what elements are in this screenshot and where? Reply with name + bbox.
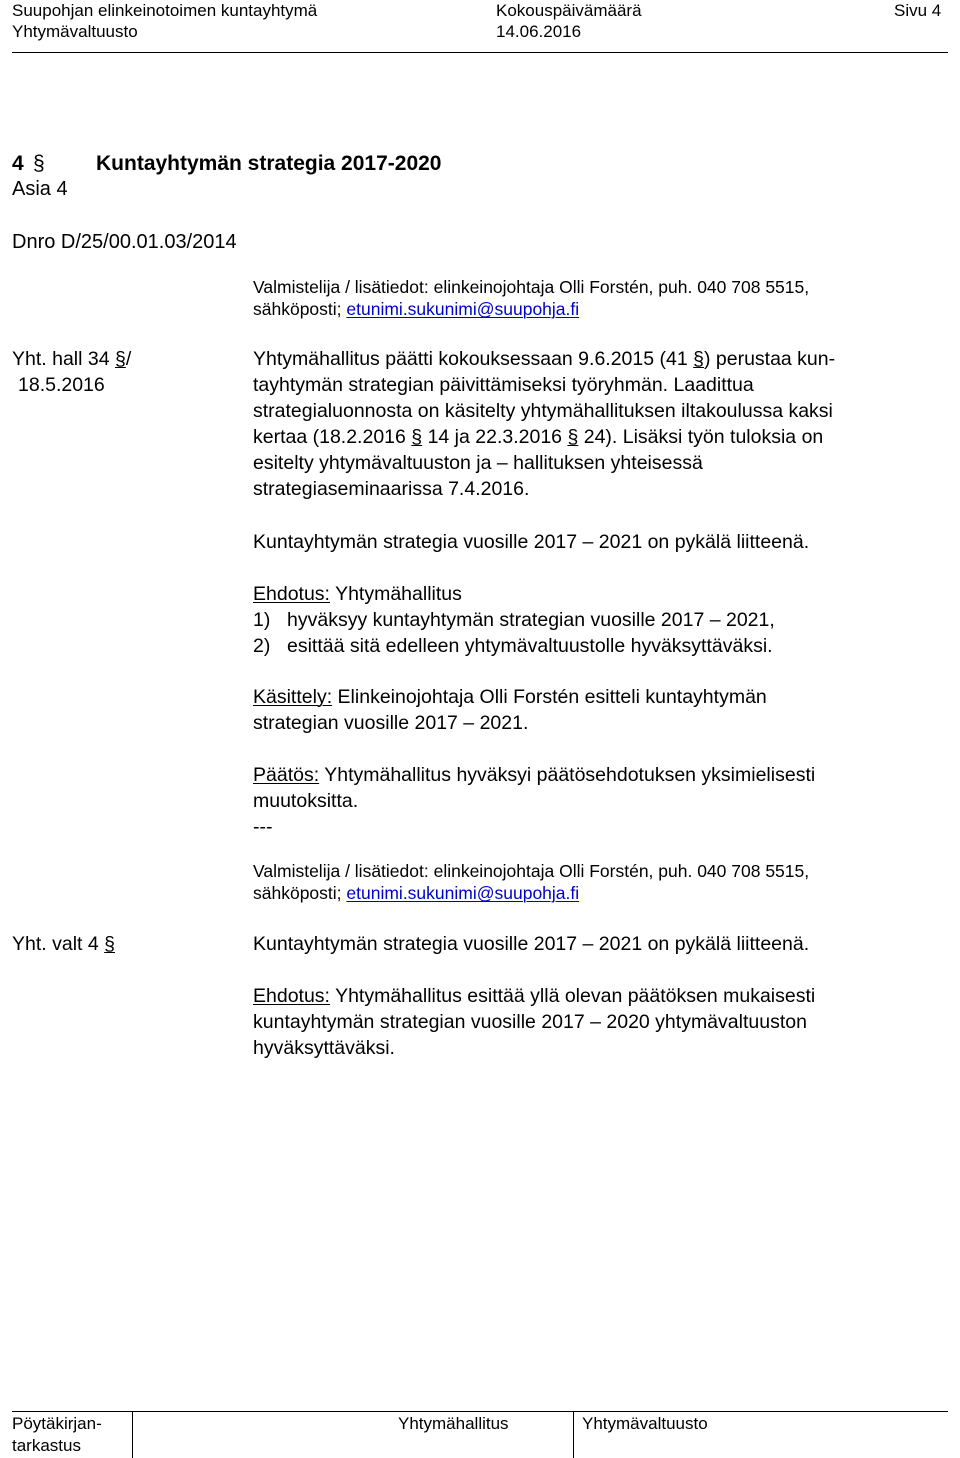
footer-col3: Yhtymävaltuusto (582, 1414, 708, 1433)
preparer2-line: Valmistelija / lisätiedot: elinkeinojohtaja Olli Forstén, puh. 040 708 5515, (253, 861, 810, 881)
margin-hall-slash: / (125, 348, 132, 370)
hall-p1-text-b: ) perustaa kun- (703, 348, 836, 370)
valt-proposal-line2: kuntayhtymän strategian vuosille 2017 – 2020 yhtymävaltuuston (253, 1011, 807, 1033)
header-date-label: Kokouspäivämäärä (496, 1, 642, 20)
margin-hall-date: 18.5.2016 (18, 374, 105, 396)
preparer-email-label: sähköposti; (253, 299, 342, 319)
header-rule (12, 52, 948, 53)
margin-valt-label: Yht. valt 4 (12, 933, 99, 955)
preparer-email-line (253, 299, 579, 320)
hall-attachment-note: Kuntayhtymän strategia vuosille 2017 – 2021 on pykälä liitteenä. (253, 531, 810, 553)
valt-proposal-line3: hyväksyttäväksi. (253, 1037, 395, 1059)
valt-paragraph-1 (253, 931, 933, 957)
preparer-email-link[interactable]: etunimi.sukunimi@suupohja.fi (346, 299, 580, 319)
hall-handling-label: Käsittely: (253, 686, 333, 708)
hall-p1-line3: strategialuonnosta on käsitelty yhtymähallituksen iltakoulussa kaksi (253, 400, 833, 422)
margin-valt-sign: § (104, 933, 115, 955)
margin-valt (12, 931, 115, 957)
valt-proposal-label: Ehdotus: (253, 985, 330, 1007)
footer-col2: Yhtymähallitus (398, 1414, 509, 1433)
hall-item1-text: hyväksyy kuntayhtymän strategian vuosille 2017 – 2021, (287, 609, 775, 631)
hall-item1-number: 1) (253, 609, 271, 631)
margin-hall-line1 (12, 346, 131, 372)
section-number: 4 (12, 152, 24, 175)
header-date: 14.06.2016 (496, 22, 582, 41)
preparer2-email-line (253, 883, 579, 904)
section-dnro: Dnro D/25/00.01.03/2014 (12, 231, 237, 253)
section-asia: Asia 4 (12, 178, 68, 200)
footer-col1-line1: Pöytäkirjan- (12, 1414, 102, 1433)
hall-decision (253, 762, 933, 840)
hall-p1-line4a: kertaa (18.2.2016 (253, 426, 406, 448)
hall-paragraph-1 (253, 346, 933, 502)
hall-item2-number: 2) (253, 635, 271, 657)
header-page-number: Sivu 4 (894, 1, 942, 20)
valt-proposal-line1: Yhtymähallitus esittää yllä olevan päätöksen mukaisesti (335, 985, 816, 1007)
preparer2-email-label: sähköposti; (253, 883, 342, 903)
margin-hall-label: Yht. hall 34 (12, 348, 110, 370)
hall-p1-line6: strategiaseminaarissa 7.4.2016. (253, 478, 530, 500)
hall-item2-text: esittää sitä edelleen yhtymävaltuustolle hyväksyttäväksi. (287, 635, 773, 657)
hall-p1-sign: § (693, 348, 704, 370)
header-body: Yhtymävaltuusto (12, 22, 138, 41)
hall-p1-line5: esitelty yhtymävaltuuston ja – hallituksen yhteisessä (253, 452, 703, 474)
hall-decision-line2: muutoksitta. (253, 790, 359, 812)
footer-col1-line2: tarkastus (12, 1436, 81, 1455)
footer-rule (12, 1411, 948, 1412)
hall-decision-label: Päätös: (253, 764, 320, 786)
hall-proposal (253, 581, 933, 659)
hall-proposal-text: Yhtymähallitus (335, 583, 462, 605)
margin-hall-sign: § (115, 348, 126, 370)
hall-proposal-label: Ehdotus: (253, 583, 330, 605)
hall-decision-line1: Yhtymähallitus hyväksyi päätösehdotuksen yksimielisesti (324, 764, 816, 786)
hall-handling-line1: Elinkeinojohtaja Olli Forstén esitteli kuntayhtymän (337, 686, 767, 708)
valt-attachment-note: Kuntayhtymän strategia vuosille 2017 – 2021 on pykälä liitteenä. (253, 933, 810, 955)
section-title: Kuntayhtymän strategia 2017-2020 (96, 152, 442, 175)
preparer-line: Valmistelija / lisätiedot: elinkeinojohtaja Olli Forstén, puh. 040 708 5515, (253, 277, 810, 297)
valt-proposal (253, 983, 933, 1061)
hall-paragraph-2 (253, 529, 933, 555)
hall-p1-sign2: § (411, 426, 423, 448)
hall-p1-line4b: 14 ja 22.3.2016 (427, 426, 563, 448)
hall-p1-line4c: 24). Lisäksi työn tuloksia on (583, 426, 824, 448)
footer-divider-1 (132, 1412, 133, 1458)
hall-p1-sign3: § (567, 426, 579, 448)
hall-handling-line2: strategian vuosille 2017 – 2021. (253, 712, 529, 734)
hall-p1-text-a: Yhtymähallitus päätti kokouksessaan 9.6.2015 (41 (253, 348, 688, 370)
preparer2-email-link[interactable]: etunimi.sukunimi@suupohja.fi (346, 883, 580, 903)
section-sign: § (33, 152, 45, 175)
hall-handling (253, 684, 933, 736)
footer-divider-2 (573, 1412, 574, 1458)
hall-p1-line2: tayhtymän strategian päivittämiseksi työryhmän. Laadittua (253, 374, 754, 396)
hall-decision-dashes: --- (253, 816, 273, 838)
header-org: Suupohjan elinkeinotoimen kuntayhtymä (12, 1, 318, 20)
